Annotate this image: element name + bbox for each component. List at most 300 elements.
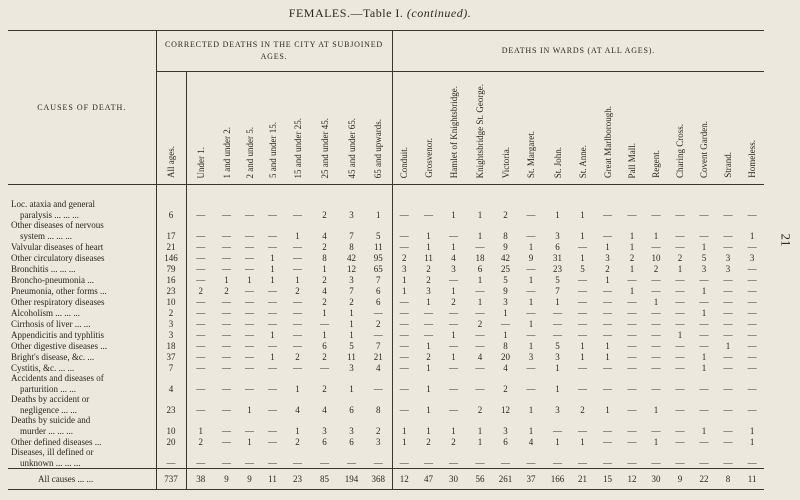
value-cell: — [268,318,277,329]
title-suffix: (continued). [406,6,472,20]
column-header-label: Conduit. [399,146,410,178]
value-cell: 1 [295,230,300,241]
column-header-label: 15 and under 25. [292,117,303,178]
cause-cell [8,307,156,318]
total-value-cell: 21 [570,469,595,490]
cause-cell [8,436,156,447]
column-header [392,72,416,185]
cause-label: Other digestive diseases ... [11,340,107,351]
value-cell: — [723,329,733,340]
value-cell: — [675,209,685,220]
value-cell: 1 [749,436,755,447]
value-cell: — [627,307,637,318]
value-cell: 1 [451,351,456,362]
value-cell: 5 [580,263,585,274]
value-cell: 2 [295,285,300,296]
cause-cell [8,296,156,307]
column-header [311,72,338,185]
cause-cell [8,340,156,351]
ages-group-header: CORRECTED DEATHS IN THE CITY AT SUBJOINED AGES. [156,31,392,72]
value-cell: — [293,457,302,468]
value-cell: 95 [365,252,392,263]
value-cell: — [627,425,637,436]
value-cell: 10 [156,296,186,307]
value-cell: 23 [553,263,563,274]
value-cell: — [293,263,302,274]
value-cell: 1 [270,263,275,274]
value-cell: — [399,329,409,340]
table-row [8,285,764,296]
value-cell: — [475,241,485,252]
value-cell: 1 [198,425,203,436]
total-value-cell: 9 [668,469,692,490]
value-cell: — [723,425,733,436]
value-cell: 1 [247,436,252,447]
value-cell: — [526,285,536,296]
value-cell: — [196,318,206,329]
value-cell: — [699,230,709,241]
cause-cell [8,329,156,340]
value-cell: 2 [295,436,300,447]
value-cell: 1 [701,362,707,373]
cause-cell [8,263,156,274]
total-value-cell: 38 [186,469,215,490]
total-value-cell: 9 [238,469,261,490]
value-cell: 18 [475,252,485,263]
value-cell: — [699,274,709,285]
value-cell: — [222,362,231,373]
value-cell: 5 [555,340,560,351]
value-cell: — [723,241,733,252]
cause-label: murder ... ... ... [20,425,73,436]
value-cell: — [651,362,661,373]
value-cell: — [222,340,231,351]
value-cell: — [526,329,536,340]
value-cell: — [747,457,757,468]
value-cell: — [293,241,302,252]
value-cell: — [399,307,409,318]
value-cell: 3 [349,362,354,373]
value-cell: — [475,340,485,351]
value-cell: 1 [555,383,560,394]
total-value-cell: 30 [441,469,466,490]
value-cell: 1 [555,362,560,373]
value-cell: 3 [725,252,731,263]
value-cell: — [578,285,588,296]
value-cell: — [320,362,329,373]
value-cell: 1 [580,230,585,241]
value-cell: — [553,318,563,329]
value-cell: — [365,447,392,469]
value-cell: 1 [528,318,534,329]
column-header [644,72,668,185]
value-cell: — [222,404,231,415]
value-cell: — [675,362,685,373]
value-cell: — [399,209,409,220]
value-cell: 10 [156,415,186,436]
value-cell: — [675,285,685,296]
column-header-label: Grosvenor. [423,138,434,178]
total-value-cell: 368 [365,469,392,490]
value-cell: 3 [402,263,407,274]
value-cell: 9 [503,285,508,296]
column-header-label: Covent Garden. [699,121,710,178]
value-cell: 6 [322,340,327,351]
value-cell: 9 [528,252,534,263]
total-value-cell: 15 [595,469,620,490]
cause-label: paralysis ... ... ... [20,209,79,220]
value-cell: — [196,230,206,241]
value-cell: 1 [605,241,610,252]
cause-label: parturition ... ... [20,383,76,394]
value-cell: 1 [349,383,354,394]
value-cell: — [399,241,409,252]
value-cell: 2 [322,383,327,394]
value-cell: — [196,351,206,362]
total-value-cell: 8 [716,469,740,490]
column-header-label: Under 1. [195,146,206,178]
total-value-cell: 261 [494,469,517,490]
value-cell: 6 [349,436,354,447]
value-cell: — [449,318,459,329]
value-cell: — [578,307,588,318]
cause-label: Other diseases of nervous [11,220,104,230]
value-cell: 1 [322,329,327,340]
value-cell: 1 [528,296,534,307]
value-cell: — [651,425,661,436]
cause-cell [8,447,156,469]
value-cell: 1 [270,274,275,285]
value-cell: 1 [749,230,755,241]
column-header-label: All ages. [166,146,176,178]
total-value-cell: 11 [740,469,764,490]
column-header [215,72,238,185]
cause-label: Broncho-pneumonia ... [11,274,94,285]
value-cell: — [526,307,536,318]
value-cell: 6 [477,263,483,274]
value-cell: — [245,351,254,362]
value-cell: 11 [365,241,392,252]
value-cell: 1 [555,209,560,220]
value-cell: — [627,296,637,307]
value-cell: 1 [402,425,407,436]
value-cell: — [627,383,637,394]
value-cell: — [747,263,757,274]
cause-cell [8,362,156,373]
value-cell: 42 [501,252,511,263]
value-cell: 1 [605,351,610,362]
value-cell: 1 [629,241,635,252]
value-cell: — [196,362,206,373]
value-cell: — [293,340,302,351]
value-cell: — [603,307,613,318]
value-cell: — [578,318,588,329]
value-cell: 3 [349,209,354,220]
value-cell: 7 [349,230,354,241]
value-cell: 65 [365,263,392,274]
total-value-cell: 9 [215,469,238,490]
value-cell: — [222,383,231,394]
value-cell: 1 [349,318,354,329]
value-cell: 1 [349,307,354,318]
cause-cell [8,199,156,220]
value-cell: 23 [156,285,186,296]
value-cell: — [723,274,733,285]
value-cell: 1 [295,425,300,436]
value-cell: — [399,383,409,394]
value-cell: 4 [528,436,534,447]
value-cell: — [449,274,459,285]
value-cell: 2 [426,263,431,274]
value-cell: — [475,457,485,468]
value-cell: — [320,318,329,329]
cause-label: Alcoholism ... ... ... [11,307,80,318]
column-header [261,72,284,185]
value-cell: — [222,230,231,241]
value-cell: 2 [426,436,431,447]
value-cell: 1 [701,351,707,362]
value-cell: — [222,318,231,329]
value-cell: 5 [365,220,392,241]
cause-label: negligence ... ... [20,404,77,415]
column-header [416,72,441,185]
total-value-cell: 166 [545,469,570,490]
value-cell: — [293,209,302,220]
value-cell: — [347,457,356,468]
value-cell: — [675,457,685,468]
value-cell: 12 [347,263,356,274]
value-cell: 1 [426,296,431,307]
value-cell: — [699,209,709,220]
value-cell: 1 [528,340,534,351]
table-row [8,296,764,307]
value-cell: 8 [322,252,327,263]
value-cell: — [553,457,563,468]
value-cell: 1 [653,436,659,447]
value-cell: 6 [555,241,560,252]
value-cell: 4 [156,373,186,394]
column-header-label: Strand. [723,152,734,178]
value-cell: 5 [701,252,707,263]
value-cell: — [699,436,709,447]
value-cell: 23 [156,394,186,415]
value-cell: 2 [580,404,585,415]
cause-label: Cystitis, &c. ... ... [11,362,75,373]
value-cell: — [196,329,206,340]
value-cell: — [675,425,685,436]
value-cell: 37 [156,351,186,362]
column-header [620,72,644,185]
value-cell: — [699,329,709,340]
value-cell: 1 [528,241,534,252]
value-cell: 1 [365,199,392,220]
value-cell: 3 [322,425,327,436]
value-cell: — [268,241,277,252]
column-header [570,72,595,185]
table-row [8,362,764,373]
value-cell: — [699,318,709,329]
value-cell: 1 [270,351,275,362]
table-row [8,220,764,241]
value-cell: — [651,351,661,362]
value-cell: — [268,425,277,436]
cause-label: Deaths by accident or [11,394,90,404]
value-cell: 1 [402,274,407,285]
value-cell: 2 [322,209,327,220]
table-row [8,241,764,252]
value-cell: — [603,285,613,296]
value-cell: — [603,362,613,373]
value-cell: 3 [503,425,508,436]
value-cell: — [747,241,757,252]
value-cell: 1 [677,263,683,274]
value-cell: — [603,230,613,241]
value-cell: 1 [270,252,275,263]
column-header-label: Victoria. [500,146,511,178]
column-header-label: Knightsbridge St. George. [475,83,486,178]
value-cell: 8 [503,230,508,241]
value-cell: 1 [295,274,300,285]
value-cell: — [675,241,685,252]
value-cell: — [699,457,709,468]
table-row [8,340,764,351]
table-row [8,263,764,274]
value-cell: 1 [477,209,483,220]
column-header-label: Charing Cross. [675,124,686,178]
value-cell: — [603,318,613,329]
value-cell: — [501,457,511,468]
value-cell: 4 [295,404,300,415]
cause-cell [8,241,156,252]
total-value-cell: 194 [338,469,365,490]
value-cell: — [399,230,409,241]
value-cell: 3 [503,296,508,307]
column-header-label: St. John. [552,146,563,178]
column-header-label: Regent. [651,150,662,178]
value-cell: — [675,296,685,307]
value-cell: 2 [156,307,186,318]
value-cell: — [627,404,637,415]
value-cell: — [475,383,485,394]
value-cell: — [196,252,206,263]
mortality-table [8,30,764,490]
value-cell: 7 [365,274,392,285]
value-cell: — [245,340,254,351]
value-cell: 1 [605,340,610,351]
column-header-label: St. Anne. [577,144,588,178]
value-cell: — [424,209,434,220]
value-cell: — [196,241,206,252]
value-cell: 1 [725,340,731,351]
value-cell: — [222,241,231,252]
value-cell: — [222,307,231,318]
column-header-label: Hamlet of Knightsbridge. [448,85,459,178]
value-cell: — [449,307,459,318]
cause-cell [8,318,156,329]
value-cell: 6 [503,436,508,447]
value-cell: — [245,285,254,296]
value-cell: 2 [677,252,683,263]
value-cell: 1 [653,230,659,241]
value-cell: — [699,383,709,394]
value-cell: — [675,383,685,394]
value-cell: — [578,329,588,340]
value-cell: — [222,209,231,220]
page-number: 21 [778,233,794,247]
value-cell: — [675,351,685,362]
value-cell: — [603,425,613,436]
value-cell: 2 [365,415,392,436]
table-row [8,252,764,263]
value-cell: 3 [349,425,354,436]
value-cell: 1 [580,209,585,220]
value-cell: — [627,318,637,329]
value-cell: 12 [501,404,511,415]
value-cell: 2 [477,318,483,329]
value-cell: 16 [156,274,186,285]
value-cell: — [424,318,434,329]
value-cell: 1 [451,241,456,252]
cause-cell [8,373,156,394]
value-cell: 2 [503,209,508,220]
value-cell: — [699,404,709,415]
value-cell: — [449,340,459,351]
column-header [156,72,186,185]
value-cell: — [651,274,661,285]
value-cell: — [627,340,637,351]
value-cell: — [578,383,588,394]
cause-label: Appendicitis and typhlitis [11,329,104,340]
value-cell: — [245,263,254,274]
value-cell: — [222,296,231,307]
value-cell: 1 [224,274,229,285]
title-main: FEMALES.—Table I. [288,6,404,20]
value-cell: 8 [365,394,392,415]
value-cell: 1 [426,362,431,373]
value-cell: — [747,209,757,220]
value-cell: — [651,285,661,296]
column-header [186,72,215,185]
value-cell: 1 [580,436,585,447]
value-cell: 2 [224,285,229,296]
value-cell: 5 [503,274,508,285]
value-cell: — [293,252,302,263]
column-header-label: Great Marlborough. [602,106,613,178]
value-cell: 1 [701,425,707,436]
value-cell: — [293,362,302,373]
value-cell: — [449,457,459,468]
value-cell: 11 [347,351,356,362]
value-cell: — [603,209,613,220]
cause-cell [8,285,156,296]
value-cell: — [627,329,637,340]
value-cell: 7 [156,362,186,373]
value-cell: — [747,296,757,307]
column-header [692,72,716,185]
value-cell: — [399,340,409,351]
value-cell: 3 [725,263,731,274]
cause-label: Other respiratory diseases [11,296,105,307]
value-cell: 1 [580,351,585,362]
column-header [284,72,311,185]
column-header [595,72,620,185]
value-cell: 2 [322,296,327,307]
value-cell: — [651,383,661,394]
column-header [238,72,261,185]
value-cell: — [747,274,757,285]
value-cell: — [245,457,254,468]
value-cell: — [196,274,206,285]
